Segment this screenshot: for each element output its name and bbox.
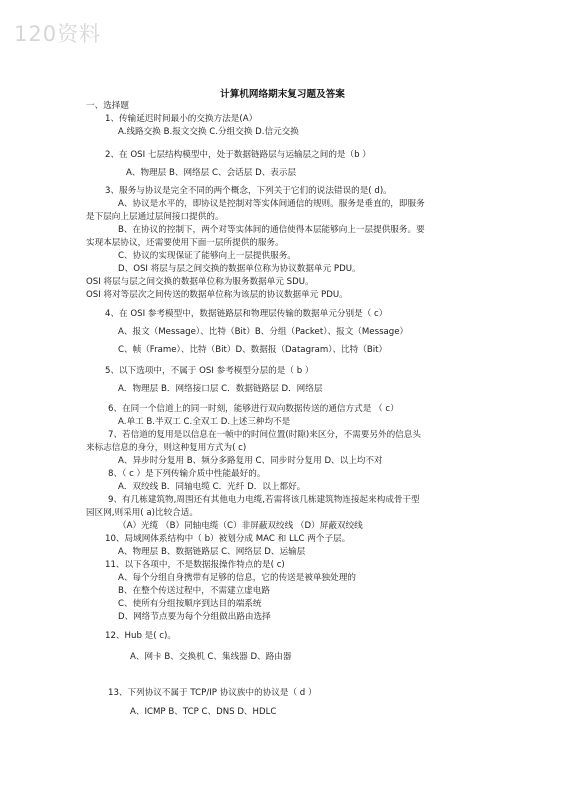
question-3-option-a: A、协议是水平的，即协议是控制对等实体间通信的规则。服务是垂直的，即服务 [118, 199, 425, 209]
question-2: 2、在 OSI 七层结构模型中，处于数据链路层与运输层之间的是（b ） [105, 150, 371, 160]
question-6-options: A.单工 B.半双工 C.全双工 D.上述三种均不是 [118, 417, 291, 427]
question-7-cont: 来标志信息的身分，则这种复用方式为( c) [86, 443, 247, 453]
question-10-options: A、物理层 B、数据链路层 C、网络层 D、运输层 [118, 547, 306, 557]
question-12-options: A、网卡 B、交换机 C、集线器 D、路由器 [130, 652, 292, 662]
question-5: 5、以下选项中，不属于 OSI 参考模型分层的是（ b ） [105, 366, 314, 376]
question-3-option-d: D、OSI 将层与层之间交换的数据单位称为协议数据单元 PDU。 [118, 264, 361, 274]
question-8: 8、（ c ）是下列传输介质中性能最好的。 [108, 469, 266, 479]
question-11: 11、以下各项中，不是数据报操作特点的是( c) [105, 560, 285, 570]
question-3-option-a-cont: 是下层向上层通过层间接口提供的。 [86, 212, 224, 222]
question-9-cont: 园区网,则采用( a)比较合适。 [86, 508, 198, 518]
question-9: 9、有几栋建筑物,周围还有其他电力电缆,若需将该几栋建筑物连接起来构成骨干型 [108, 495, 420, 505]
question-1-options: A.线路交换 B.报文交换 C.分组交换 D.信元交换 [118, 127, 299, 137]
question-10: 10、局域网体系结构中（ b）被划分成 MAC 和 LLC 两个子层。 [105, 534, 351, 544]
question-13: 13、下列协议不属于 TCP/IP 协议族中的协议是（ d ） [108, 688, 317, 698]
question-3-option-b-cont: 实现本层协议，还需要使用下面一层所提供的服务。 [86, 238, 284, 248]
watermark: 120资料 [14, 22, 102, 46]
question-12: 12、Hub 是( c)。 [105, 631, 176, 641]
question-4-options-ab: A、报文（Message）、比特（Bit）B、分组（Packet）、报文（Message） [118, 327, 409, 337]
question-3-note-2: OSI 将对等层次之间传送的数据单位称为该层的协议数据单元 PDU。 [86, 290, 348, 300]
question-11-option-b: B、在整个传送过程中，不需建立虚电路 [118, 586, 270, 596]
question-2-options: A、物理层 B、网络层 C、会话层 D、表示层 [126, 168, 297, 178]
question-3-option-b: B、在协议的控制下，两个对等实体间的通信使得本层能够向上一层提供服务。要 [118, 225, 425, 235]
question-6: 6、在同一个信道上的同一时刻，能够进行双向数据传送的通信方式是 （ c） [108, 404, 399, 414]
document-title: 计算机网络期末复习题及答案 [220, 89, 345, 100]
question-1: 1、传输延迟时间最小的交换方法是(A） [105, 114, 258, 124]
question-4-options-cd: C、帧（Frame）、比特（Bit）D、数据报（Datagram）、比特（Bit） [118, 345, 388, 355]
question-3-option-c: C、协议的实现保证了能够向上一层提供服务。 [118, 251, 296, 261]
question-11-option-c: C、使所有分组按顺序到达目的端系统 [118, 599, 262, 609]
question-8-options: A．双绞线 B．同轴电缆 C．光纤 D．以上都好。 [118, 482, 306, 492]
question-11-option-a: A、每个分组自身携带有足够的信息，它的传送是被单独处理的 [118, 573, 356, 583]
question-9-options: （A）光缆 （B）同轴电缆（C）非屏蔽双绞线 （D）屏蔽双绞线 [118, 521, 363, 531]
question-11-option-d: D、网络节点要为每个分组做出路由选择 [118, 612, 271, 622]
section-heading: 一、选择题 [86, 101, 129, 111]
question-3: 3、服务与协议是完全不同的两个概念，下列关于它们的说法错误的是( d)。 [105, 186, 392, 196]
question-7: 7、若信道的复用是以信息在一帧中的时间位置(时隙)来区分，不需要另外的信息头 [108, 430, 421, 440]
question-13-options: A、ICMP B、TCP C、DNS D、HDLC [130, 707, 277, 717]
question-4: 4、在 OSI 参考模型中，数据链路层和物理层传输的数据单元分别是（ c） [105, 309, 388, 319]
question-7-options: A、异步时分复用 B、频分多路复用 C、同步时分复用 D、以上均不对 [118, 456, 383, 466]
question-5-options: A．物理层 B．网络接口层 C．数据链路层 D．网络层 [118, 384, 323, 394]
question-3-note-1: OSI 将层与层之间交换的数据单位称为服务数据单元 SDU。 [86, 277, 314, 287]
